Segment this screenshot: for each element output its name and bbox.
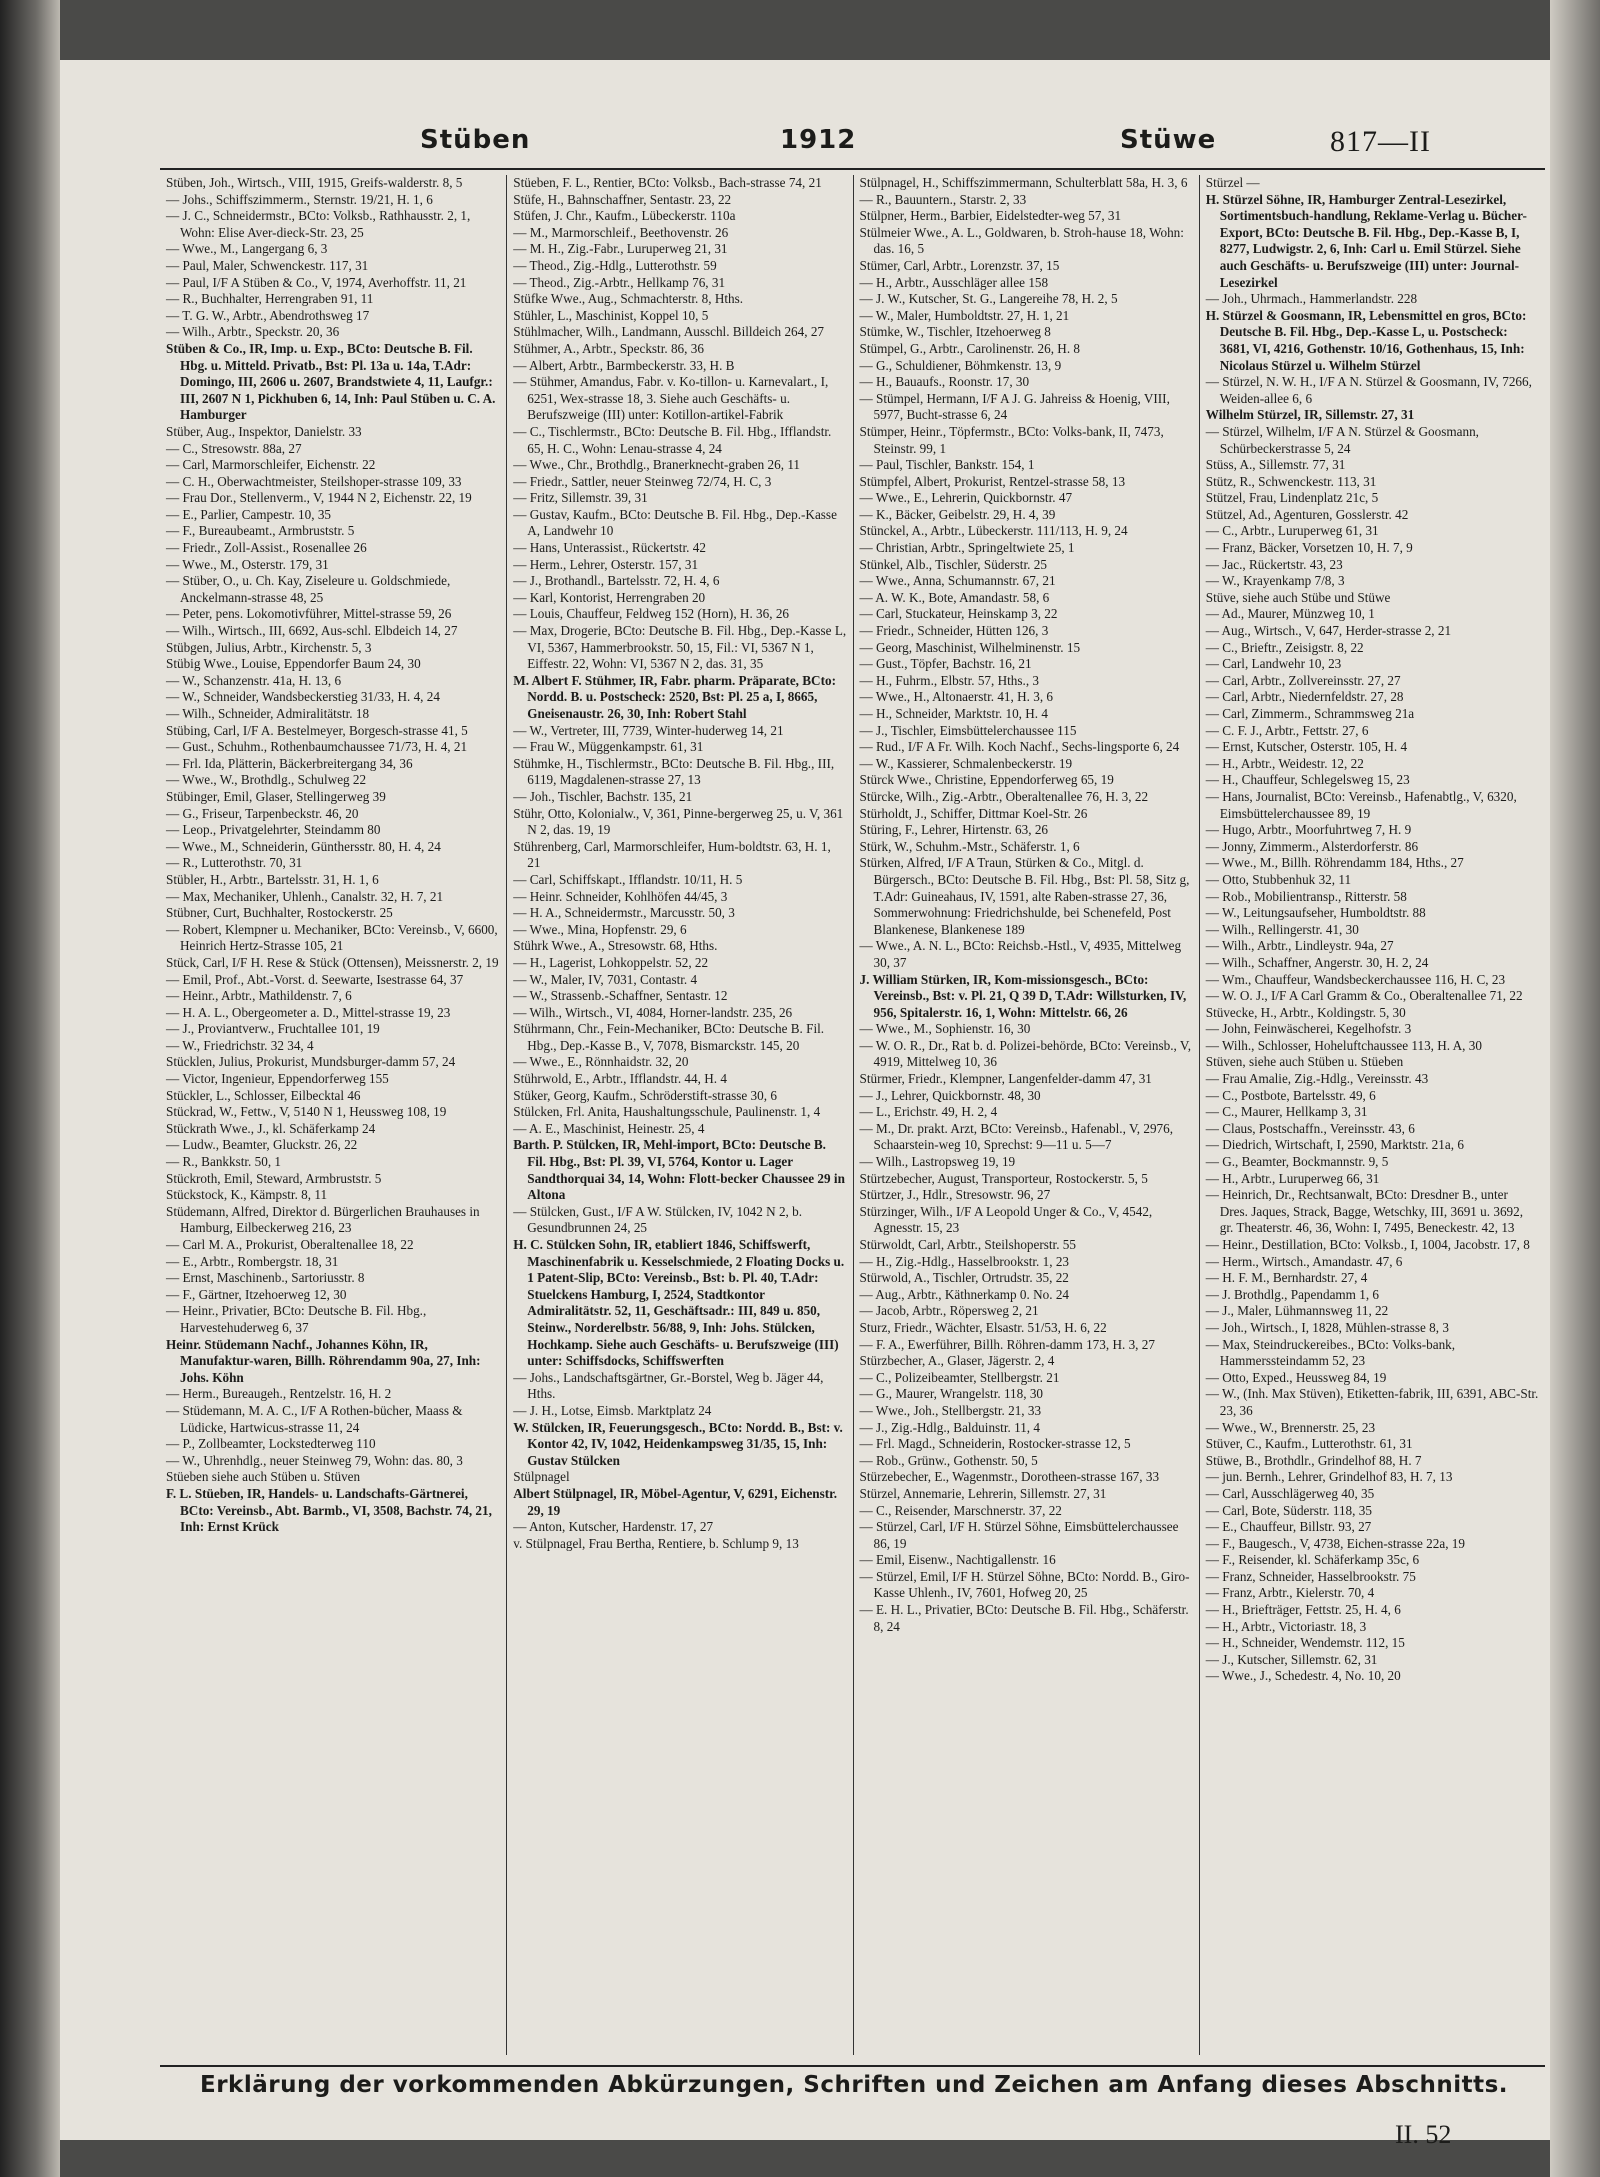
directory-entry: — Victor, Ingenieur, Eppendorferweg 155 [166,1071,389,1087]
directory-entry: — T. G. W., Arbtr., Abendrothsweg 17 [166,307,370,323]
directory-entry: — Wwe., M., Billh. Röhrendamm 184, Hths., 27 [1205,855,1464,871]
directory-entry: — W., Leitungsaufseher, Humboldtstr. 88 [1205,905,1426,921]
directory-entry: — J., Proviantverw., Fruchtallee 101, 19 [166,1021,380,1037]
directory-entry: Stümper, Heinr., Töpfermstr., BCto: Volks-bank, II, 7473, Steinstr. 99, 1 [859,423,1164,456]
directory-entry: — J., Lehrer, Quickbornstr. 48, 30 [859,1087,1041,1103]
directory-entry: — Claus, Postschaffn., Vereinsstr. 43, 6 [1205,1120,1415,1136]
directory-entry: — W., Friedrichstr. 32 34, 4 [166,1037,314,1053]
directory-entry: — J., Brothandl., Bartelsstr. 72, H. 4, 6 [513,573,720,589]
column-2 [506,175,852,2055]
directory-entry: F. L. Stüeben, IR, Handels- u. Landschafts-Gärtnerei, BCto: Vereinsb., Abt. Barmb., VI, 3508, Bachstr. 74, 21, Inh: Ernst Krück [166,1485,492,1535]
header-left-keyword: Stüben [420,125,531,155]
directory-entry: — Diedrich, Wirtschaft, I, 2590, Marktstr. 21a, 6 [1205,1137,1464,1153]
directory-entry: Stückrad, W., Fettw., V, 5140 N 1, Heussweg 108, 19 [166,1104,447,1120]
directory-entry: Stühler, L., Maschinist, Koppel 10, 5 [513,307,709,323]
directory-entry: — Frl. Magd., Schneiderin, Rostocker-strasse 12, 5 [859,1436,1131,1452]
directory-entry: — Franz, Arbtr., Kielerstr. 70, 4 [1205,1585,1375,1601]
header-rule [160,168,1545,170]
directory-entry: — Wilh., Arbtr., Lindleystr. 94a, 27 [1205,938,1394,954]
directory-entry: Stüfe, H., Bahnschaffner, Sentastr. 23, 22 [513,191,732,207]
directory-entry: — Jonny, Zimmerm., Alsterdorferstr. 86 [1205,838,1419,854]
directory-entry: Stürk, W., Schuhm.-Mstr., Schäferstr. 1, 6 [859,838,1080,854]
directory-entry: — W., Vertreter, III, 7739, Winter-huderweg 14, 21 [513,722,784,738]
directory-entry: H. Stürzel & Goosmann, IR, Lebensmittel en gros, BCto: Deutsche B. Fil. Hbg., Dep.-Kasse L, u. Postscheck: 3681, VI, 4216, Gothenstr. 10/16, Gothenhaus, 15, Inh: Nicolaus Stürzel u. Wilhelm Stürzel [1205,307,1527,373]
directory-entry: — H., Briefträger, Fettstr. 25, H. 4, 6 [1205,1602,1401,1618]
directory-entry: — W., Strassenb.-Schaffner, Sentastr. 12 [513,988,728,1004]
directory-entry: — C., Arbtr., Luruperweg 61, 31 [1205,523,1379,539]
directory-entry: — Wilh., Rellingerstr. 41, 30 [1205,921,1359,937]
directory-entry: Stührenberg, Carl, Marmorschleifer, Hum-boldtstr. 63, H. 1, 21 [513,838,831,871]
directory-entry: — Wwe., M., Langergang 6, 3 [166,241,328,257]
directory-entry: Barth. P. Stülcken, IR, Mehl-import, BCto: Deutsche B. Fil. Hbg., Bst: Pl. 39, VI, 5764, Kontor u. Lager Sandthorquai 34, 14, Wohn: Flott-becker Chaussee 29 in Altona [513,1137,845,1203]
directory-entry: — Friedr., Schneider, Hütten 126, 3 [859,623,1049,639]
directory-entry: — G., Beamter, Bockmannstr. 9, 5 [1205,1154,1389,1170]
directory-entry: — Stülcken, Gust., I/F A W. Stülcken, IV, 1042 N 2, b. Gesundbrunnen 24, 25 [513,1203,803,1236]
directory-entry: — W., Maler, Humboldtstr. 27, H. 1, 21 [859,307,1070,323]
directory-entry: — Carl, Arbtr., Niedernfeldstr. 27, 28 [1205,689,1404,705]
directory-entry: — Frau Amalie, Zig.-Hdlg., Vereinsstr. 43 [1205,1071,1429,1087]
directory-entry: — Louis, Chauffeur, Feldweg 152 (Horn), H. 36, 26 [513,606,790,622]
directory-entry: — Gust., Töpfer, Bachstr. 16, 21 [859,656,1032,672]
directory-entry: Stümpel, G., Arbtr., Carolinenstr. 26, H. 8 [859,340,1081,356]
directory-entry: — Stürzel, N. W. H., I/F A N. Stürzel & Goosmann, IV, 7266, Weiden-allee 6, 6 [1205,374,1532,406]
directory-entry: Stürken, Alfred, I/F A Traun, Stürken & Co., Mitgl. d. Bürgersch., BCto: Deutsche B. Fil. Hbg., Bst: Pl. 58, Sitz g, T.Adr: Guineahaus, IV, 1591, alte Raben-strasse 27, 36, Sommerwohnung: Friedrichshulde, bei Schenefeld, Post Blankenese, Blankenese 189 [859,855,1190,937]
directory-entry: — R., Bankkstr. 50, 1 [166,1154,282,1170]
directory-entry: — Frau Dor., Stellenverm., V, 1944 N 2, Eichenstr. 22, 19 [166,490,472,506]
directory-entry: — J. H., Lotse, Eimsb. Marktplatz 24 [513,1402,712,1418]
directory-entry: Stüver, C., Kaufm., Lutterothstr. 61, 31 [1205,1436,1413,1452]
directory-entry: — H., Bauaufs., Roonstr. 17, 30 [859,374,1030,390]
directory-entry: — Wwe., E., Rönnhaidstr. 32, 20 [513,1054,689,1070]
directory-entry: — Ernst, Maschinenb., Sartoriusstr. 8 [166,1270,365,1286]
directory-entry: — Herm., Bureaugeh., Rentzelstr. 16, H. 2 [166,1386,392,1402]
directory-entry: — Heinr., Arbtr., Mathildenstr. 7, 6 [166,988,352,1004]
directory-entry: — Max, Mechaniker, Uhlenh., Canalstr. 32, H. 7, 21 [166,888,444,904]
directory-entry: — Wwe., M., Osterstr. 179, 31 [166,556,329,572]
directory-entry: — Franz, Schneider, Hasselbrookstr. 75 [1205,1568,1416,1584]
directory-entry: — Wwe., J., Schedestr. 4, No. 10, 20 [1205,1668,1401,1684]
directory-entry: Stürtzer, J., Hdlr., Stresowstr. 96, 27 [859,1187,1051,1203]
directory-entry: — Wilh., Arbtr., Speckstr. 20, 36 [166,324,340,340]
directory-entry: — H. A. L., Obergeometer a. D., Mittel-strasse 19, 23 [166,1004,451,1020]
directory-entry: Stübler, H., Arbtr., Bartelsstr. 31, H. 1, 6 [166,871,379,887]
page-edge-shadow [1550,0,1600,2177]
directory-entry: — Jac., Rückertstr. 43, 23 [1205,556,1343,572]
directory-entry: — Carl, Zimmerm., Schrammsweg 21a [1205,706,1415,721]
directory-entry: — Georg, Maschinist, Wilhelminenstr. 15 [859,639,1081,655]
directory-entry: — H., Schneider, Wendemstr. 112, 15 [1205,1635,1405,1651]
directory-entry: Stützel, Ad., Agenturen, Gosslerstr. 42 [1205,506,1409,522]
directory-entry: — C. F. J., Arbtr., Fettstr. 27, 6 [1205,722,1369,738]
directory-entry: — Johs., Schiffszimmerm., Sternstr. 19/21, H. 1, 6 [166,191,433,207]
directory-entry: — Stüdemann, M. A. C., I/F A Rothen-bücher, Maass & Lüdicke, Hartwicus-strasse 11, 24 [166,1402,463,1435]
directory-entry: — C., Tischlermstr., BCto: Deutsche B. Fil. Hbg., Ifflandstr. 65, H. C., Wohn: Lenau-strasse 4, 24 [513,423,832,456]
directory-entry: — John, Feinwäscherei, Kegelhofstr. 3 [1205,1021,1412,1037]
directory-entry: — H., Arbtr., Luruperweg 66, 31 [1205,1170,1380,1186]
directory-entry: Stück, Carl, I/F H. Rese & Stück (Ottensen), Meissnerstr. 2, 19 [166,954,499,970]
directory-entry: — Rob., Mobilientransp., Ritterstr. 58 [1205,888,1407,904]
directory-entry: Stürzbecher, A., Glaser, Jägerstr. 2, 4 [859,1353,1055,1369]
directory-entry: — Heinr. Schneider, Kohlhöfen 44/45, 3 [513,888,728,904]
directory-entry: — Wilh., Wirtsch., VI, 4084, Horner-landstr. 235, 26 [513,1004,793,1020]
directory-entry: Stülpner, Herm., Barbier, Eidelstedter-weg 57, 31 [859,208,1122,224]
directory-entry: Stüker, Georg, Kaufm., Schröderstift-strasse 30, 6 [513,1087,777,1103]
directory-entry: — Stürzel, Carl, I/F H. Stürzel Söhne, Eimsbüttelerchaussee 86, 19 [859,1519,1179,1551]
directory-entry: Stünkel, Alb., Tischler, Süderstr. 25 [859,556,1047,572]
directory-entry: — Wwe., Mina, Hopfenstr. 29, 6 [513,921,687,937]
directory-entry: — jun. Bernh., Lehrer, Grindelhof 83, H. 7, 13 [1205,1469,1453,1485]
directory-entry: Stührmann, Chr., Fein-Mechaniker, BCto: Deutsche B. Fil. Hbg., Dep.-Kasse B., V, 7078, Bismarckstr. 145, 20 [513,1021,825,1053]
directory-entry: Stübing, Carl, I/F A. Bestelmeyer, Borgesch-strasse 41, 5 [166,722,468,738]
directory-entry: Stüwe, B., Brothdlr., Grindelhof 88, H. 7 [1205,1452,1422,1468]
directory-entry: — H., Chauffeur, Schlegelsweg 15, 23 [1205,772,1410,788]
directory-entry: — Robert, Klempner u. Mechaniker, BCto: Vereinsb., V, 6600, Heinrich Hertz-Strasse 105, 21 [166,921,498,954]
directory-entry: — Carl, Ausschlägerweg 40, 35 [1205,1485,1375,1501]
directory-entry: — H. A., Schneidermstr., Marcusstr. 50, 3 [513,905,735,921]
directory-entry: — F., Baugesch., V, 4738, Eichen-strasse 22a, 19 [1205,1535,1465,1551]
directory-entry: — K., Bäcker, Geibelstr. 29, H. 4, 39 [859,506,1056,522]
directory-entry: Stümke, W., Tischler, Itzehoerweg 8 [859,324,1051,340]
directory-entry: — Theod., Zig.-Hdlg., Lutterothstr. 59 [513,257,717,273]
directory-entry: Stücklen, Julius, Prokurist, Mundsburger-damm 57, 24 [166,1054,456,1070]
directory-entry: — Wilh., Schlosser, Hoheluftchaussee 113, H. A, 30 [1205,1037,1482,1053]
directory-entry: — Frau W., Müggenkampstr. 61, 31 [513,739,704,755]
directory-entry: Stünckel, A., Arbtr., Lübeckerstr. 111/113, H. 9, 24 [859,523,1128,539]
directory-entry: — J., Kutscher, Sillemstr. 62, 31 [1205,1651,1378,1667]
directory-entry: — Wilh., Lastropsweg 19, 19 [859,1154,1016,1170]
directory-entry: Stübinger, Emil, Glaser, Stellingerweg 39 [166,788,386,804]
directory-entry: Stürck Wwe., Christine, Eppendorferweg 65, 19 [859,772,1114,788]
directory-entry: — E. H. L., Privatier, BCto: Deutsche B. Fil. Hbg., Schäferstr. 8, 24 [859,1602,1189,1634]
directory-entry: v. Stülpnagel, Frau Bertha, Rentiere, b. Schlump 9, 13 [513,1535,799,1551]
directory-entry: Stümpfel, Albert, Prokurist, Rentzel-strasse 58, 13 [859,473,1126,489]
directory-entry: — Otto, Stubbenhuk 32, 11 [1205,871,1352,887]
directory-entry: — Emil, Eisenw., Nachtigallenstr. 16 [859,1552,1056,1568]
directory-entry: Stützel, Frau, Lindenplatz 21c, 5 [1205,490,1379,506]
directory-entry: — Ernst, Kutscher, Osterstr. 105, H. 4 [1205,739,1408,755]
directory-entry: — Hans, Journalist, BCto: Vereinsb., Hafenabtlg., V, 6320, Eimsbüttelerchaussee 89, 19 [1205,788,1517,821]
directory-entry: — Wilh., Schneider, Admiralitätstr. 18 [166,706,370,721]
header-page-number: 817—II [1330,125,1431,158]
directory-entry: — Albert, Arbtr., Barmbeckerstr. 33, H. B [513,357,735,373]
directory-entry: — C. H., Oberwachtmeister, Steilshoper-strasse 109, 33 [166,473,462,489]
directory-entry: — Carl, Bote, Süderstr. 118, 35 [1205,1502,1372,1518]
directory-entry: Stürzel — [1205,175,1260,190]
directory-entry: — Wwe., M., Schneiderin, Günthersstr. 80, H. 4, 24 [166,838,441,854]
directory-entry: — Wwe., H., Altonaerstr. 41, H. 3, 6 [859,689,1054,705]
directory-entry: — R., Buchhalter, Herrengraben 91, 11 [166,291,374,307]
directory-entry: — Wm., Chauffeur, Wandsbeckerchaussee 116, H. C, 23 [1205,971,1506,987]
directory-entry: — Rob., Grünw., Gothenstr. 50, 5 [859,1452,1038,1468]
directory-entry: M. Albert F. Stühmer, IR, Fabr. pharm. Präparate, BCto: Nordd. B. u. Postscheck: 2520, Bst: Pl. 25 a, I, 8665, Gneisenaustr. 26, 30, Inh: Robert Stahl [513,672,836,721]
directory-entry: — Rud., I/F A Fr. Wilh. Koch Nachf., Sechs-lingsporte 6, 24 [859,739,1180,755]
directory-entry: Stührwold, E., Arbtr., Ifflandstr. 44, H. 4 [513,1071,727,1087]
directory-entry: Stülcken, Frl. Anita, Haushaltungsschule, Paulinenstr. 1, 4 [513,1104,821,1120]
directory-entry: — Carl M. A., Prokurist, Oberaltenallee 18, 22 [166,1237,414,1252]
directory-entry: Stübgen, Julius, Arbtr., Kirchenstr. 5, 3 [166,639,372,655]
directory-entry: — Max, Steindruckereibes., BCto: Volks-bank, Hammerssteindamm 52, 23 [1205,1336,1456,1369]
directory-entry: — H. F. M., Bernhardstr. 27, 4 [1205,1270,1368,1286]
directory-entry: — Max, Drogerie, BCto: Deutsche B. Fil. Hbg., Dep.-Kasse L, VI, 5367, Hammerbrookstr. 50, 15, Fil.: VI, 5367 N 1, Eiffestr. 22, Wohn: VI, 5367 N 2, das. 31, 35 [513,623,847,672]
directory-entry: Stühmer, A., Arbtr., Speckstr. 86, 36 [513,340,704,356]
directory-entry: — J., Maler, Lühmannsweg 11, 22 [1205,1303,1389,1319]
directory-entry: — F., Reisender, kl. Schäferkamp 35c, 6 [1205,1552,1420,1568]
directory-entry: — Emil, Prof., Abt.-Vorst. d. Seewarte, Isestrasse 64, 37 [166,971,464,987]
entry-columns [160,175,1545,2055]
directory-entry: — Paul, Maler, Schwenckestr. 117, 31 [166,257,369,273]
directory-entry: Sturz, Friedr., Wächter, Elsastr. 51/53, H. 6, 22 [859,1319,1107,1335]
directory-entry: — A. E., Maschinist, Heinestr. 25, 4 [513,1120,705,1136]
directory-entry: — Hans, Unterassist., Rückertstr. 42 [513,540,706,556]
directory-entry: — Heinr., Privatier, BCto: Deutsche B. Fil. Hbg., Harvestehuderweg 6, 37 [166,1303,427,1335]
directory-entry: — Aug., Arbtr., Käthnerkamp 0. No. 24 [859,1286,1070,1302]
directory-entry: — C., Reisender, Marschnerstr. 37, 22 [859,1502,1062,1518]
column-4 [1199,175,1545,2055]
directory-entry: Stühlmacher, Wilh., Landmann, Ausschl. Billdeich 264, 27 [513,324,825,340]
directory-entry: — Karl, Kontorist, Herrengraben 20 [513,589,706,605]
directory-entry: — Carl, Arbtr., Zollvereinsstr. 27, 27 [1205,672,1401,688]
directory-entry: Stückroth, Emil, Steward, Armbruststr. 5 [166,1170,382,1186]
directory-entry: Stütz, R., Schwenckestr. 113, 31 [1205,473,1377,489]
directory-entry: Stüss, A., Sillemstr. 77, 31 [1205,457,1346,473]
directory-entry: Stürwoldt, Carl, Arbtr., Steilshoperstr. 55 [859,1237,1076,1252]
directory-entry: — Paul, Tischler, Bankstr. 154, 1 [859,457,1035,473]
directory-entry: — Wwe., M., Sophienstr. 16, 30 [859,1021,1031,1037]
directory-entry: — Joh., Tischler, Bachstr. 135, 21 [513,788,693,804]
directory-entry: — Carl, Marmorschleifer, Eichenstr. 22 [166,457,376,473]
directory-entry: — P., Zollbeamter, Lockstedterweg 110 [166,1436,376,1452]
directory-entry: — J. C., Schneidermstr., BCto: Volksb., Rathhausstr. 2, 1, Wohn: Elise Aver-dieck-Str. 23, 25 [166,208,471,240]
directory-entry: — Fritz, Sillemstr. 39, 31 [513,490,648,506]
directory-entry: Stückrath Wwe., J., kl. Schäferkamp 24 [166,1120,376,1136]
directory-entry: — G., Schuldiener, Böhmkenstr. 13, 9 [859,357,1062,373]
signature-mark: II. 52 [1395,2120,1452,2149]
directory-entry: — Stüber, O., u. Ch. Kay, Ziseleure u. Goldschmiede, Anckelmann-strasse 48, 25 [166,573,451,605]
directory-entry: — Wilh., Wirtsch., III, 6692, Aus-schl. Elbdeich 14, 27 [166,623,458,639]
directory-entry: — Wwe., A. N. L., BCto: Reichsb.-Hstl., V, 4935, Mittelweg 30, 37 [859,938,1182,970]
directory-entry: Stüfke Wwe., Aug., Schmachterstr. 8, Hths. [513,291,744,307]
header-year: 1912 [780,125,857,155]
directory-entry: — G., Friseur, Tarpenbeckstr. 46, 20 [166,805,359,821]
directory-entry: Stürwold, A., Tischler, Ortrudstr. 35, 22 [859,1270,1069,1286]
directory-entry: — A. W. K., Bote, Amandastr. 58, 6 [859,589,1050,605]
directory-entry: H. Stürzel Söhne, IR, Hamburger Zentral-Lesezirkel, Sortimentsbuch-handlung, Reklame-Verlag u. Bücher-Export, BCto: Deutsche B. Fil. Hbg., Dep.-Kasse B, I, 8277, Ludwigstr. 2, 6, Inh: Carl u. Emil Stürzel. Siehe auch Geschäfts- u. Berufszweige (III) unter: Journal-Lesezirkel [1205,191,1527,290]
directory-entry: W. Stülcken, IR, Feuerungsgesch., BCto: Nordd. B., Bst: v. Kontor 42, IV, 1042, Heidenkampsweg 31/35, 15, Inh: Gustav Stülcken [513,1419,843,1468]
directory-entry: Stüber, Aug., Inspektor, Danielstr. 33 [166,423,362,439]
directory-entry: — Carl, Schiffskapt., Ifflandstr. 10/11, H. 5 [513,871,743,887]
directory-entry: — M., Marmorschleif., Beethovenstr. 26 [513,224,729,240]
directory-entry: — Stümpel, Hermann, I/F A J. G. Jahreiss & Hoenig, VIII, 5977, Bucht-strasse 6, 24 [859,390,1170,423]
directory-entry: — M., Dr. prakt. Arzt, BCto: Vereinsb., Hafenabl., V, 2976, Schaarstein-weg 10, Sprechst: 9—11 u. 5—7 [859,1120,1174,1153]
directory-entry: — Paul, I/F A Stüben & Co., V, 1974, Averhoffstr. 11, 21 [166,274,467,290]
directory-entry: Stüfen, J. Chr., Kaufm., Lübeckerstr. 110a [513,208,736,224]
directory-entry: Stürzebecher, E., Wagenmstr., Dorotheen-strasse 167, 33 [859,1469,1160,1485]
directory-entry: J. William Stürken, IR, Kom-missionsgesch., BCto: Vereinsb., Bst: v. Pl. 21, Q 39 D, T.Adr: Willsturken, IV, 956, Spitalerstr. 16, 1, Wohn: Mittelstr. 66, 26 [859,971,1187,1020]
directory-entry: — Wwe., Anna, Schumannstr. 67, 21 [859,573,1056,589]
directory-entry: — J. Brothdlg., Papendamm 1, 6 [1205,1286,1380,1302]
directory-entry: Stüdemann, Alfred, Direktor d. Bürgerlichen Brauhauses in Hamburg, Eilbeckerweg 216, 23 [166,1203,480,1236]
directory-entry: — F., Bureaubeamt., Armbruststr. 5 [166,523,355,539]
directory-entry: Albert Stülpnagel, IR, Möbel-Agentur, V, 6291, Eichenstr. 29, 19 [513,1485,838,1518]
directory-entry: Stürholdt, J., Schiffer, Dittmar Koel-Str. 26 [859,805,1088,821]
directory-entry: — Franz, Bäcker, Vorsetzen 10, H. 7, 9 [1205,540,1413,556]
directory-entry: — Frl. Ida, Plätterin, Bäckerbreitergang 34, 36 [166,755,413,771]
footer-note: Erklärung der vorkommenden Abkürzungen, Schriften und Zeichen am Anfang dieses Abschnitts. [200,2072,1509,2098]
directory-entry: — Jacob, Arbtr., Röpersweg 2, 21 [859,1303,1039,1319]
book-gutter [0,0,60,2177]
directory-entry: — Anton, Kutscher, Hardenstr. 17, 27 [513,1519,714,1535]
directory-entry: — R., Lutterothstr. 70, 31 [166,855,303,871]
directory-entry: Stürzinger, Wilh., I/F A Leopold Unger & Co., V, 4542, Agnesstr. 15, 23 [859,1203,1153,1236]
directory-entry: Heinr. Stüdemann Nachf., Johannes Köhn, IR, Manufaktur-waren, Billh. Röhrendamm 90a, 27, Inh: Johs. Köhn [166,1336,481,1385]
directory-entry: — H., Arbtr., Weidestr. 12, 22 [1205,755,1364,771]
directory-entry: — Gustav, Kaufm., BCto: Deutsche B. Fil. Hbg., Dep.-Kasse A, Landwehr 10 [513,506,837,539]
directory-entry: — G., Maurer, Wrangelstr. 118, 30 [859,1386,1044,1402]
directory-entry: — Theod., Zig.-Arbtr., Hellkamp 76, 31 [513,274,726,290]
directory-entry: — Johs., Landschaftsgärtner, Gr.-Borstel, Weg b. Jäger 44, Hths. [513,1369,824,1402]
directory-entry: Stühmke, H., Tischlermstr., BCto: Deutsche B. Fil. Hbg., III, 6119, Magdalenen-strasse 27, 13 [513,755,835,788]
directory-entry: — C., Brieftr., Zeisigstr. 8, 22 [1205,639,1364,655]
directory-entry: — Gust., Schuhm., Rothenbaumchaussee 71/73, H. 4, 21 [166,739,468,755]
directory-entry: — Wilh., Schaffner, Angerstr. 30, H. 2, 24 [1205,954,1429,970]
directory-entry: Stülmeier Wwe., A. L., Goldwaren, b. Stroh-hause 18, Wohn: das. 16, 5 [859,224,1184,257]
directory-entry: Wilhelm Stürzel, IR, Sillemstr. 27, 31 [1205,407,1415,423]
directory-entry: — Heinrich, Dr., Rechtsanwalt, BCto: Dresdner B., unter Dres. Jaques, Strack, Bagge, Wetschky, III, 3691 u. 3692, gr. Theaterstr. 46, 36, Wohn: I, 7495, Beneckestr. 42, 13 [1205,1187,1524,1236]
directory-entry: Stüven, siehe auch Stüben u. Stüeben [1205,1054,1404,1070]
directory-entry: Stürtzebecher, August, Transporteur, Rostockerstr. 5, 5 [859,1170,1148,1186]
directory-entry: — Carl, Stuckateur, Heinskamp 3, 22 [859,606,1058,622]
directory-entry: — F. A., Ewerführer, Billh. Röhren-damm 173, H. 3, 27 [859,1336,1155,1352]
directory-entry: — Wwe., Joh., Stellbergstr. 21, 33 [859,1402,1042,1418]
directory-entry: — J., Tischler, Eimsbüttelerchaussee 115 [859,722,1077,738]
directory-entry: Stürzel, Annemarie, Lehrerin, Sillemstr. 27, 31 [859,1485,1107,1501]
footer-rule [160,2065,1545,2067]
directory-entry: — Wwe., E., Lehrerin, Quickbornstr. 47 [859,490,1073,506]
directory-entry: — Hugo, Arbtr., Moorfuhrtweg 7, H. 9 [1205,822,1412,838]
directory-entry: — Carl, Landwehr 10, 23 [1205,656,1342,672]
directory-entry: Stühr, Otto, Kolonialw., V, 361, Pinne-bergerweg 25, u. V, 361 N 2, das. 19, 19 [513,805,844,838]
directory-entry: — W., Uhrenhdlg., neuer Steinweg 79, Wohn: das. 80, 3 [166,1452,463,1468]
directory-entry: — Herm., Wirtsch., Amandastr. 47, 6 [1205,1253,1403,1269]
directory-entry: — Joh., Wirtsch., I, 1828, Mühlen-strasse 8, 3 [1205,1319,1449,1335]
directory-entry: — Heinr., Destillation, BCto: Volksb., I, 1004, Jacobstr. 17, 8 [1205,1237,1530,1252]
directory-entry: — Aug., Wirtsch., V, 647, Herder-strasse 2, 21 [1205,623,1452,639]
directory-entry: Stübig Wwe., Louise, Eppendorfer Baum 24, 30 [166,656,421,672]
directory-entry: H. C. Stülcken Sohn, IR, etabliert 1846, Schiffswerft, Maschinenfabrik u. Kesselschmiede, 2 Floating Docks u. 1 Patent-Slip, BCto: Vereinsb., Bst: b. Pl. 40, T.Adr: Stuelckens Hamburg, I, 2524, Stadtkontor Admiralitätstr. 52, 11, Geschäftsadr.: III, 849 u. 850, Steinw., Norderelbstr. 56/88, 9, Inh: Johs. Stülcken, Hochkamp. Siehe auch Geschäfts- u. Berufszweige (III) unter: Schiffsdocks, Schiffswerften [513,1237,845,1369]
directory-entry: — L., Erichstr. 49, H. 2, 4 [859,1104,998,1120]
directory-entry: — Leop., Privatgelehrter, Steindamm 80 [166,822,381,838]
directory-entry: — Peter, pens. Lokomotivführer, Mittel-strasse 59, 26 [166,606,452,622]
directory-entry: — Herm., Lehrer, Osterstr. 157, 31 [513,556,699,572]
directory-entry: Stüeben siehe auch Stüben u. Stüven [166,1469,361,1485]
directory-entry: — H., Fuhrm., Elbstr. 57, Hths., 3 [859,672,1040,688]
column-1 [160,175,506,2055]
directory-entry: — H., Zig.-Hdlg., Hasselbrookstr. 1, 23 [859,1253,1070,1269]
directory-entry: Stüring, F., Lehrer, Hirtenstr. 63, 26 [859,822,1049,838]
directory-entry: Stülpnagel, H., Schiffszimmermann, Schulterblatt 58a, H. 3, 6 [859,175,1188,190]
directory-entry: — C., Postbote, Bartelsstr. 49, 6 [1205,1087,1376,1103]
directory-entry: — Joh., Uhrmach., Hammerlandstr. 228 [1205,291,1418,307]
header-right-keyword: Stüwe [1120,125,1217,155]
directory-entry: — J., Zig.-Hdlg., Balduinstr. 11, 4 [859,1419,1040,1435]
directory-entry: — E., Parlier, Campestr. 10, 35 [166,506,332,522]
directory-entry: — W., (Inh. Max Stüven), Etiketten-fabrik, III, 6391, ABC-Str. 23, 36 [1205,1386,1539,1418]
directory-entry: Stückler, L., Schlosser, Eilbecktal 46 [166,1087,361,1103]
directory-entry: — E., Chauffeur, Billstr. 93, 27 [1205,1519,1372,1535]
directory-entry: — W. O. R., Dr., Rat b. d. Polizei-behörde, BCto: Vereinsb., V, 4919, Mittelweg 10, 36 [859,1037,1192,1070]
directory-entry: Stüeben, F. L., Rentier, BCto: Volksb., Bach-strasse 74, 21 [513,175,822,190]
directory-entry: — Stürzel, Wilhelm, I/F A N. Stürzel & Goosmann, Schürbeckerstrasse 5, 24 [1205,423,1479,456]
directory-entry: — F., Gärtner, Itzehoerweg 12, 30 [166,1286,347,1302]
directory-entry: — Ludw., Beamter, Gluckstr. 26, 22 [166,1137,358,1153]
directory-entry: Stüvecke, H., Arbtr., Koldingstr. 5, 30 [1205,1004,1406,1020]
directory-entry: — C., Maurer, Hellkamp 3, 31 [1205,1104,1368,1120]
directory-entry: — H., Arbtr., Victoriastr. 18, 3 [1205,1618,1367,1634]
directory-entry: — E., Arbtr., Rombergstr. 18, 31 [166,1253,339,1269]
directory-entry: Stührk Wwe., A., Stresowstr. 68, Hths. [513,938,718,954]
directory-entry: — H., Arbtr., Ausschläger allee 158 [859,274,1049,290]
directory-entry: — W., Schanzenstr. 41a, H. 13, 6 [166,672,342,688]
directory-entry: — W., Krayenkamp 7/8, 3 [1205,573,1345,589]
directory-entry: — C., Stresowstr. 88a, 27 [166,440,302,456]
page-header [110,125,1550,165]
directory-entry: — Friedr., Zoll-Assist., Rosenallee 26 [166,540,367,556]
directory-entry: — W., Maler, IV, 7031, Contastr. 4 [513,971,698,987]
directory-entry: — W. O. J., I/F A Carl Gramm & Co., Oberaltenallee 71, 22 [1205,988,1523,1004]
directory-entry: Stübner, Curt, Buchhalter, Rostockerstr. 25 [166,905,393,921]
directory-entry: — Friedr., Sattler, neuer Steinweg 72/74, H. C, 3 [513,473,772,489]
directory-entry: — H., Schneider, Marktstr. 10, H. 4 [859,706,1048,721]
directory-entry: — Wwe., W., Brothdlg., Schulweg 22 [166,772,367,788]
directory-entry: Stürcke, Wilh., Zig.-Arbtr., Oberaltenallee 76, H. 3, 22 [859,788,1149,804]
directory-entry: Stülpnagel [513,1469,570,1485]
directory-entry: — W., Kassierer, Schmalenbeckerstr. 19 [859,755,1073,771]
directory-entry: Stüben, Joh., Wirtsch., VIII, 1915, Greifs-walderstr. 8, 5 [166,175,463,190]
directory-entry: Stüve, siehe auch Stübe und Stüwe [1205,589,1391,605]
directory-entry: — J. W., Kutscher, St. G., Langereihe 78, H. 2, 5 [859,291,1118,307]
directory-entry: — C., Polizeibeamter, Stellbergstr. 21 [859,1369,1060,1385]
directory-entry: — Otto, Exped., Heussweg 84, 19 [1205,1369,1387,1385]
directory-entry: — M. H., Zig.-Fabr., Luruperweg 21, 31 [513,241,728,257]
directory-entry: — Stühmer, Amandus, Fabr. v. Ko-tillon- u. Karnevalart., I, 6251, Wex-strasse 18, 3. Siehe auch Geschäfts- u. Berufszweige (III) unter: Kotillon-artikel-Fabrik [513,374,829,423]
directory-entry: — W., Schneider, Wandsbeckerstieg 31/33, H. 4, 24 [166,689,440,705]
directory-entry: — Wwe., W., Brennerstr. 25, 23 [1205,1419,1376,1435]
directory-entry: — H., Lagerist, Lohkoppelstr. 52, 22 [513,954,709,970]
directory-entry: Stürmer, Friedr., Klempner, Langenfelder-damm 47, 31 [859,1071,1152,1087]
directory-entry: — Wwe., Chr., Brothdlg., Branerknecht-graben 26, 11 [513,457,801,473]
directory-entry: — Ad., Maurer, Münzweg 10, 1 [1205,606,1375,622]
directory-entry: — Christian, Arbtr., Springeltwiete 25, 1 [859,540,1075,556]
directory-entry: — Stürzel, Emil, I/F H. Stürzel Söhne, BCto: Nordd. B., Giro-Kasse Uhlenh., IV, 7601, Hofweg 20, 25 [859,1568,1190,1601]
column-3 [853,175,1199,2055]
directory-entry: Stückstock, K., Kämpstr. 8, 11 [166,1187,328,1203]
directory-entry: Stümer, Carl, Arbtr., Lorenzstr. 37, 15 [859,257,1060,273]
directory-entry: — R., Bauuntern., Starstr. 2, 33 [859,191,1027,207]
directory-entry: Stüben & Co., IR, Imp. u. Exp., BCto: Deutsche B. Fil. Hbg. u. Mitteld. Privatb., Bst: Pl. 13a u. 14a, T.Adr: Domingo, III, 2606 u. 2607, Brandstwiete 4, 11, Laufgr.: III, 2607 N 1, Pickhuben 6, 14, Inh: Paul Stüben u. C. A. Hamburger [166,340,496,423]
